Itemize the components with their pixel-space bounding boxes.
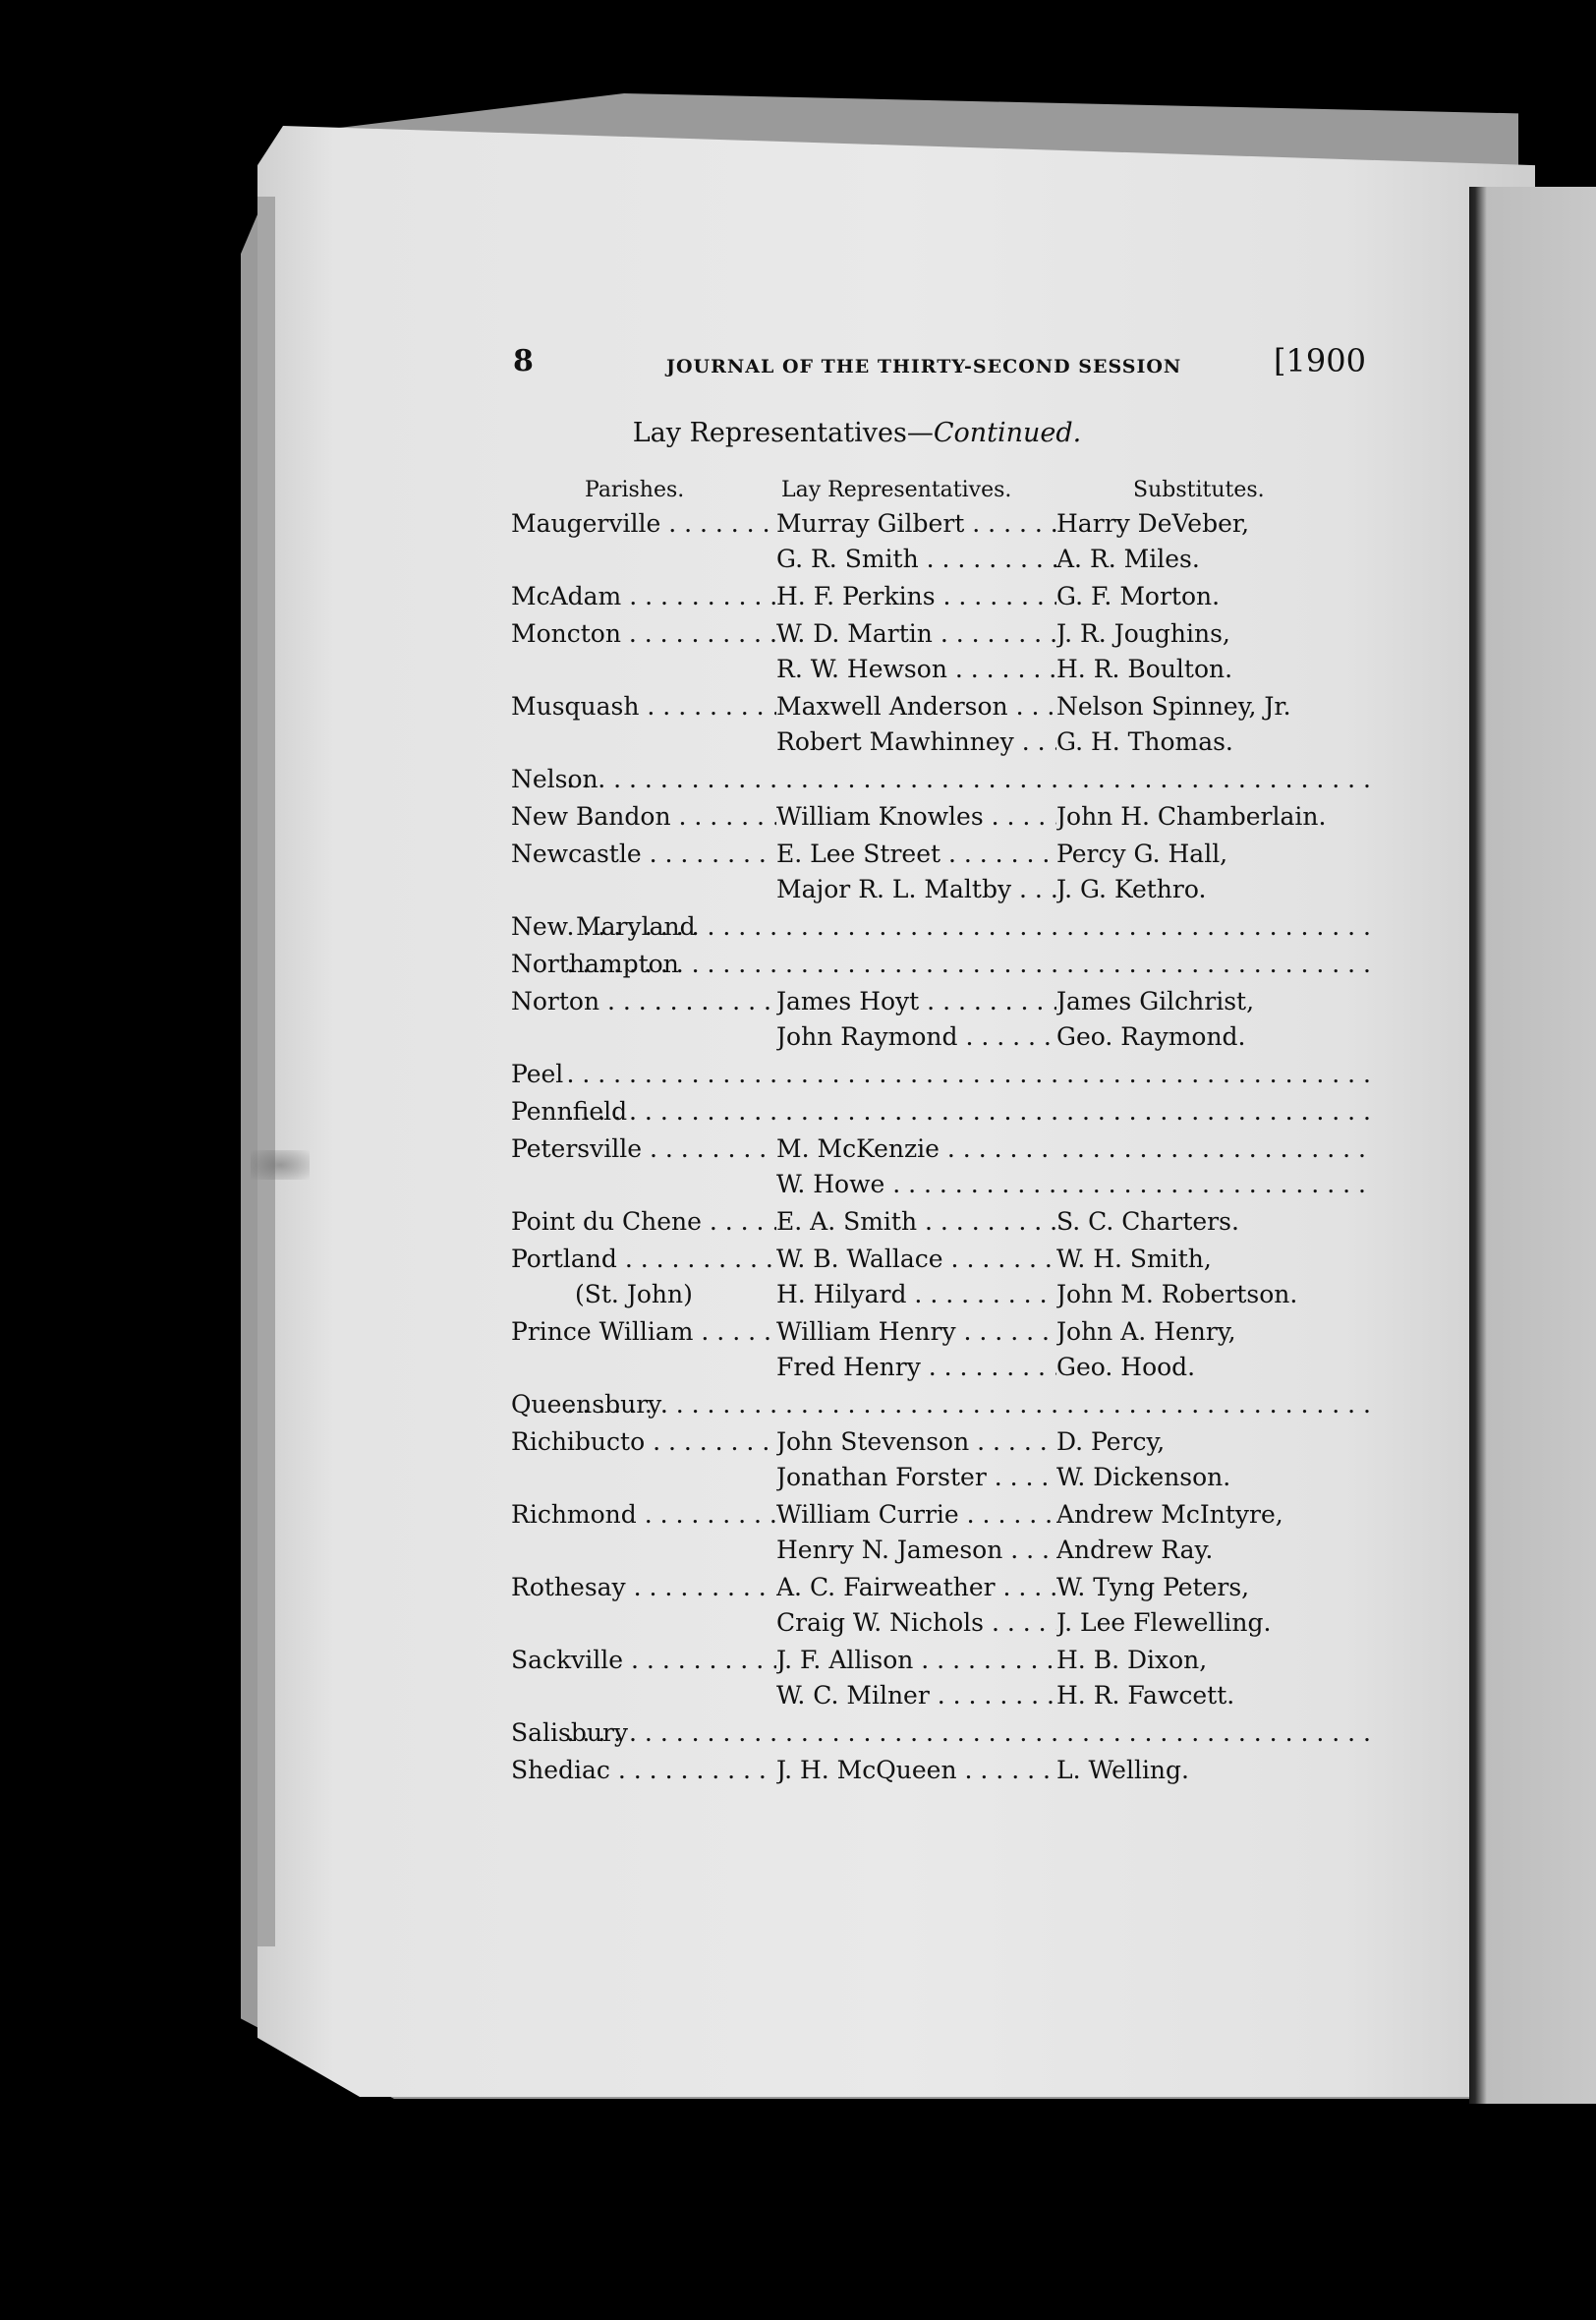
entry-line xyxy=(511,1167,1356,1202)
entry-line xyxy=(511,725,1356,760)
substitute: J. R. Joughins, xyxy=(1056,619,1230,648)
entry-line xyxy=(511,1497,1356,1533)
parish-entry xyxy=(511,579,1356,614)
substitute: John H. Chamberlain. xyxy=(1056,802,1327,831)
parish-name: Norton . . . xyxy=(511,984,776,1019)
parish-name: Prince William . . . xyxy=(511,1314,776,1350)
substitute: H. R. Boulton. xyxy=(1056,655,1233,683)
parish-entry xyxy=(511,689,1356,760)
substitute: J. Lee Flewelling. xyxy=(1056,1608,1272,1637)
lay-representative: James Hoyt . . . xyxy=(776,984,1056,1019)
substitute: L. Welling. xyxy=(1056,1756,1189,1784)
parish-entry xyxy=(511,1242,1356,1312)
column-header-lay-representatives: Lay Representatives. xyxy=(781,478,1012,502)
lay-representative: Craig W. Nichols . . . xyxy=(776,1605,1056,1641)
parish-entry xyxy=(511,799,1356,835)
column-header-parishes: Parishes. xyxy=(585,478,685,502)
entry-line xyxy=(511,1678,1356,1713)
parish-name: Pennfield xyxy=(511,1097,628,1126)
lay-representative: John Raymond . . . xyxy=(776,1019,1056,1055)
entry-line xyxy=(511,1242,1356,1277)
substitute: J. G. Kethro. xyxy=(1056,875,1207,903)
parish-name: Richibucto . . . xyxy=(511,1424,776,1460)
lay-representative: J. H. McQueen . . . xyxy=(776,1753,1056,1788)
parish-name: Nelson xyxy=(511,765,598,793)
section-title-main: Lay Representatives— xyxy=(632,418,934,448)
parish-name: Salisbury xyxy=(511,1718,629,1747)
substitute: W. Tyng Peters, xyxy=(1056,1573,1250,1601)
entry-line xyxy=(511,1570,1356,1605)
substitute: Andrew McIntyre, xyxy=(1056,1500,1283,1529)
entry-line xyxy=(511,1019,1356,1055)
section-title-continued: Continued. xyxy=(933,418,1082,448)
page-left-edge xyxy=(257,197,275,1946)
entry-line xyxy=(511,689,1356,725)
parish-entry xyxy=(511,1424,1356,1495)
substitute: Harry DeVeber, xyxy=(1056,509,1250,538)
parish-name: Point du Chene . . . xyxy=(511,1204,776,1240)
entry-line xyxy=(511,837,1356,872)
lay-representative: Robert Mawhinney . . . xyxy=(776,725,1056,760)
running-head-title: JOURNAL OF THE THIRTY-SECOND SESSION xyxy=(666,356,1182,377)
substitute: H. B. Dixon, xyxy=(1056,1646,1208,1674)
parish-name: Maugerville . . . xyxy=(511,506,776,542)
dot-leader xyxy=(566,947,1371,982)
entry-line xyxy=(511,1350,1356,1385)
parish-name: Rothesay . . . xyxy=(511,1570,776,1605)
entry-line xyxy=(511,1460,1356,1495)
lay-representative: A. C. Fairweather . . . xyxy=(776,1570,1056,1605)
dot-leader xyxy=(1061,1167,1371,1202)
entry-line xyxy=(511,652,1356,687)
column-header-substitutes: Substitutes. xyxy=(1133,478,1265,502)
parish-name: Richmond . . . xyxy=(511,1497,776,1533)
parish-name: Peel xyxy=(511,1060,564,1088)
dot-leader xyxy=(566,1094,1371,1130)
entry-line xyxy=(511,1057,1356,1092)
entry-line xyxy=(511,506,1356,542)
dot-leader xyxy=(1061,1131,1371,1167)
lay-representative: W. Howe . . . xyxy=(776,1167,1056,1202)
lay-representative: W. B. Wallace . . . xyxy=(776,1242,1056,1277)
header-year: [1900 xyxy=(1274,342,1366,379)
parish-name: Northampton xyxy=(511,950,679,978)
lay-representative: H. F. Perkins . . . xyxy=(776,579,1056,614)
paper-smudge xyxy=(251,1150,310,1180)
representatives-roster xyxy=(511,506,1356,1790)
parish-entry xyxy=(511,1131,1356,1202)
entry-line xyxy=(511,1277,1356,1312)
substitute: John A. Henry, xyxy=(1056,1317,1236,1346)
parish-entry xyxy=(511,1314,1356,1385)
substitute: D. Percy, xyxy=(1056,1427,1166,1456)
parish-entry xyxy=(511,506,1356,577)
substitute: Geo. Raymond. xyxy=(1056,1022,1246,1051)
entry-line xyxy=(511,947,1356,982)
parish-entry xyxy=(511,1715,1356,1751)
parish-entry xyxy=(511,984,1356,1055)
lay-representative: William Knowles . . . xyxy=(776,799,1056,835)
entry-line xyxy=(511,1753,1356,1788)
lay-representative: R. W. Hewson . . . xyxy=(776,652,1056,687)
lay-representative: William Currie . . . xyxy=(776,1497,1056,1533)
parish-name: Shediac . . . xyxy=(511,1753,776,1788)
substitute: Andrew Ray. xyxy=(1056,1536,1214,1564)
parish-entry xyxy=(511,1094,1356,1130)
parish-entry xyxy=(511,1387,1356,1422)
entry-line xyxy=(511,1424,1356,1460)
entry-line xyxy=(511,1533,1356,1568)
parish-entry xyxy=(511,947,1356,982)
lay-representative: Murray Gilbert . . . xyxy=(776,506,1056,542)
substitute: Geo. Hood. xyxy=(1056,1353,1196,1381)
substitute: A. R. Miles. xyxy=(1056,545,1200,573)
parish-entry xyxy=(511,1753,1356,1788)
parish-entry xyxy=(511,1057,1356,1092)
parish-entry xyxy=(511,616,1356,687)
parish-name: Moncton . . . xyxy=(511,616,776,652)
lay-representative: John Stevenson . . . xyxy=(776,1424,1056,1460)
lay-representative: H. Hilyard . . . xyxy=(776,1277,1056,1312)
lay-representative: Maxwell Anderson . . . xyxy=(776,689,1056,725)
entry-line xyxy=(511,1131,1356,1167)
parish-name-continuation: (St. John) xyxy=(575,1280,693,1308)
parish-entry xyxy=(511,1570,1356,1641)
entry-line xyxy=(511,1094,1356,1130)
substitute: James Gilchrist, xyxy=(1056,987,1255,1015)
parish-entry xyxy=(511,762,1356,797)
substitute: G. F. Morton. xyxy=(1056,582,1221,610)
entry-line xyxy=(511,1314,1356,1350)
dot-leader xyxy=(566,762,1371,797)
parish-name: Sackville . . . xyxy=(511,1643,776,1678)
running-header xyxy=(0,344,1596,393)
dot-leader xyxy=(566,1387,1371,1422)
substitute: John M. Robertson. xyxy=(1056,1280,1298,1308)
parish-name: New Maryland xyxy=(511,912,696,941)
parish-entry xyxy=(511,909,1356,945)
entry-line xyxy=(511,1204,1356,1240)
parish-name: New Bandon . . . xyxy=(511,799,776,835)
lay-representative: J. F. Allison . . . xyxy=(776,1643,1056,1678)
page-number: 8 xyxy=(513,344,534,378)
entry-line xyxy=(511,872,1356,907)
parish-entry xyxy=(511,1643,1356,1713)
lay-representative: Fred Henry . . . xyxy=(776,1350,1056,1385)
parish-name: Petersville . . . xyxy=(511,1131,776,1167)
facing-page-edge xyxy=(1469,187,1596,2104)
entry-line xyxy=(511,616,1356,652)
substitute: H. R. Fawcett. xyxy=(1056,1681,1235,1710)
dot-leader xyxy=(566,1057,1371,1092)
entry-line xyxy=(511,1605,1356,1641)
entry-line xyxy=(511,799,1356,835)
section-title xyxy=(0,418,1596,448)
lay-representative: Jonathan Forster . . . xyxy=(776,1460,1056,1495)
lay-representative: M. McKenzie . . . xyxy=(776,1131,1056,1167)
parish-entry xyxy=(511,1497,1356,1568)
lay-representative: E. A. Smith . . . xyxy=(776,1204,1056,1240)
dot-leader xyxy=(566,909,1371,945)
lay-representative: Henry N. Jameson . . . xyxy=(776,1533,1056,1568)
entry-line xyxy=(511,1643,1356,1678)
parish-entry xyxy=(511,1204,1356,1240)
entry-line xyxy=(511,1387,1356,1422)
entry-line xyxy=(511,542,1356,577)
lay-representative: Major R. L. Maltby . . . xyxy=(776,872,1056,907)
entry-line xyxy=(511,984,1356,1019)
parish-name: Queensbury xyxy=(511,1390,662,1419)
substitute: W. Dickenson. xyxy=(1056,1463,1231,1491)
entry-line xyxy=(511,909,1356,945)
entry-line xyxy=(511,579,1356,614)
substitute: Nelson Spinney, Jr. xyxy=(1056,692,1291,721)
substitute: W. H. Smith, xyxy=(1056,1245,1212,1273)
entry-line xyxy=(511,762,1356,797)
lay-representative: G. R. Smith . . . xyxy=(776,542,1056,577)
substitute: Percy G. Hall, xyxy=(1056,840,1228,868)
parish-name: Portland . . . xyxy=(511,1242,776,1277)
lay-representative: W. D. Martin . . . xyxy=(776,616,1056,652)
substitute: G. H. Thomas. xyxy=(1056,727,1233,756)
parish-name: McAdam . . . xyxy=(511,579,776,614)
entry-line xyxy=(511,1715,1356,1751)
dot-leader xyxy=(566,1715,1371,1751)
parish-name: Musquash . . . xyxy=(511,689,776,725)
substitute: S. C. Charters. xyxy=(1056,1207,1239,1236)
lay-representative: E. Lee Street . . . xyxy=(776,837,1056,872)
parish-name: Newcastle . . . xyxy=(511,837,776,872)
lay-representative: W. C. Milner . . . xyxy=(776,1678,1056,1713)
parish-entry xyxy=(511,837,1356,907)
lay-representative: William Henry . . . xyxy=(776,1314,1056,1350)
